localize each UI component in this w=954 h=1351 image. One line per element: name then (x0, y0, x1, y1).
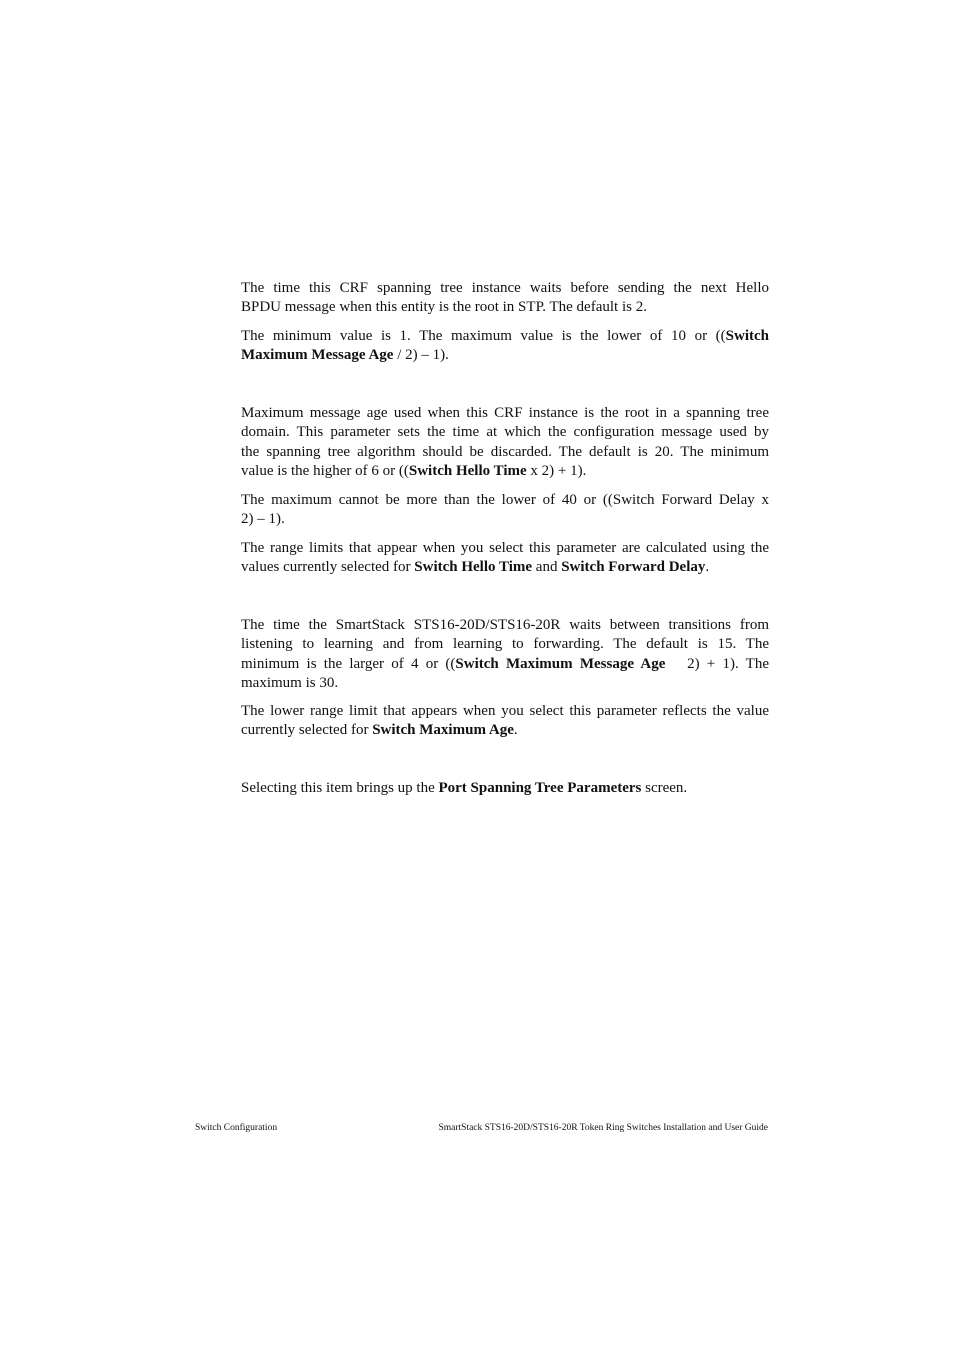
footer-document-title: SmartStack STS16-20D/STS16-20R Token Ring Switches Installation and User Guide (438, 1123, 768, 1133)
forward-delay-range-note (241, 702, 769, 741)
text-line: Selecting this item brings up the Port Spanning Tree Parameters screen. (241, 780, 688, 796)
text-line: The range limits that appear when you select this parameter are calculated using the (241, 540, 769, 556)
text-line: minimum is the larger of 4 or ((Switch Maximum Message Age 2) + 1). The (241, 655, 769, 672)
text-line: The minimum value is 1. The maximum value is the lower of 10 or ((Switch (241, 328, 769, 344)
forward-delay-description (241, 616, 769, 693)
max-age-range-note (241, 539, 769, 578)
text-line: Maximum Message Age / 2) – 1). (241, 347, 449, 364)
hello-time-description (241, 279, 769, 318)
text-line: maximum is 30. (241, 674, 339, 691)
port-spanning-tree-note (241, 779, 769, 798)
text-line: domain. This parameter sets the time at which the configuration message used by (241, 424, 769, 441)
text-line: value is the higher of 6 or ((Switch Hello Time x 2) + 1). (241, 462, 587, 479)
text-line: The lower range limit that appears when you select this parameter reflects the value (241, 703, 769, 719)
text-line: The maximum cannot be more than the lower of 40 or ((Switch Forward Delay x (241, 492, 769, 508)
text-line: values currently selected for Switch Hello Time and Switch Forward Delay. (241, 559, 710, 576)
text-line: currently selected for Switch Maximum Age. (241, 722, 518, 739)
text-line: The time this CRF spanning tree instance waits before sending the next Hello (241, 280, 769, 296)
max-age-upper-limit (241, 491, 769, 530)
text-line: The time the SmartStack STS16-20D/STS16-20R waits between transitions from (241, 617, 769, 633)
text-line: 2) – 1). (241, 511, 285, 528)
text-line: BPDU message when this entity is the root in STP. The default is 2. (241, 299, 647, 316)
text-line: the spanning tree algorithm should be discarded. The default is 20. The minimum (241, 443, 769, 460)
footer-section-title: Switch Configuration (195, 1123, 278, 1133)
hello-time-range (241, 327, 769, 366)
max-age-description (241, 404, 769, 481)
text-line: Maximum message age used when this CRF instance is the root in a spanning tree (241, 405, 769, 421)
text-line: listening to learning and from learning to forwarding. The default is 15. The (241, 636, 769, 653)
